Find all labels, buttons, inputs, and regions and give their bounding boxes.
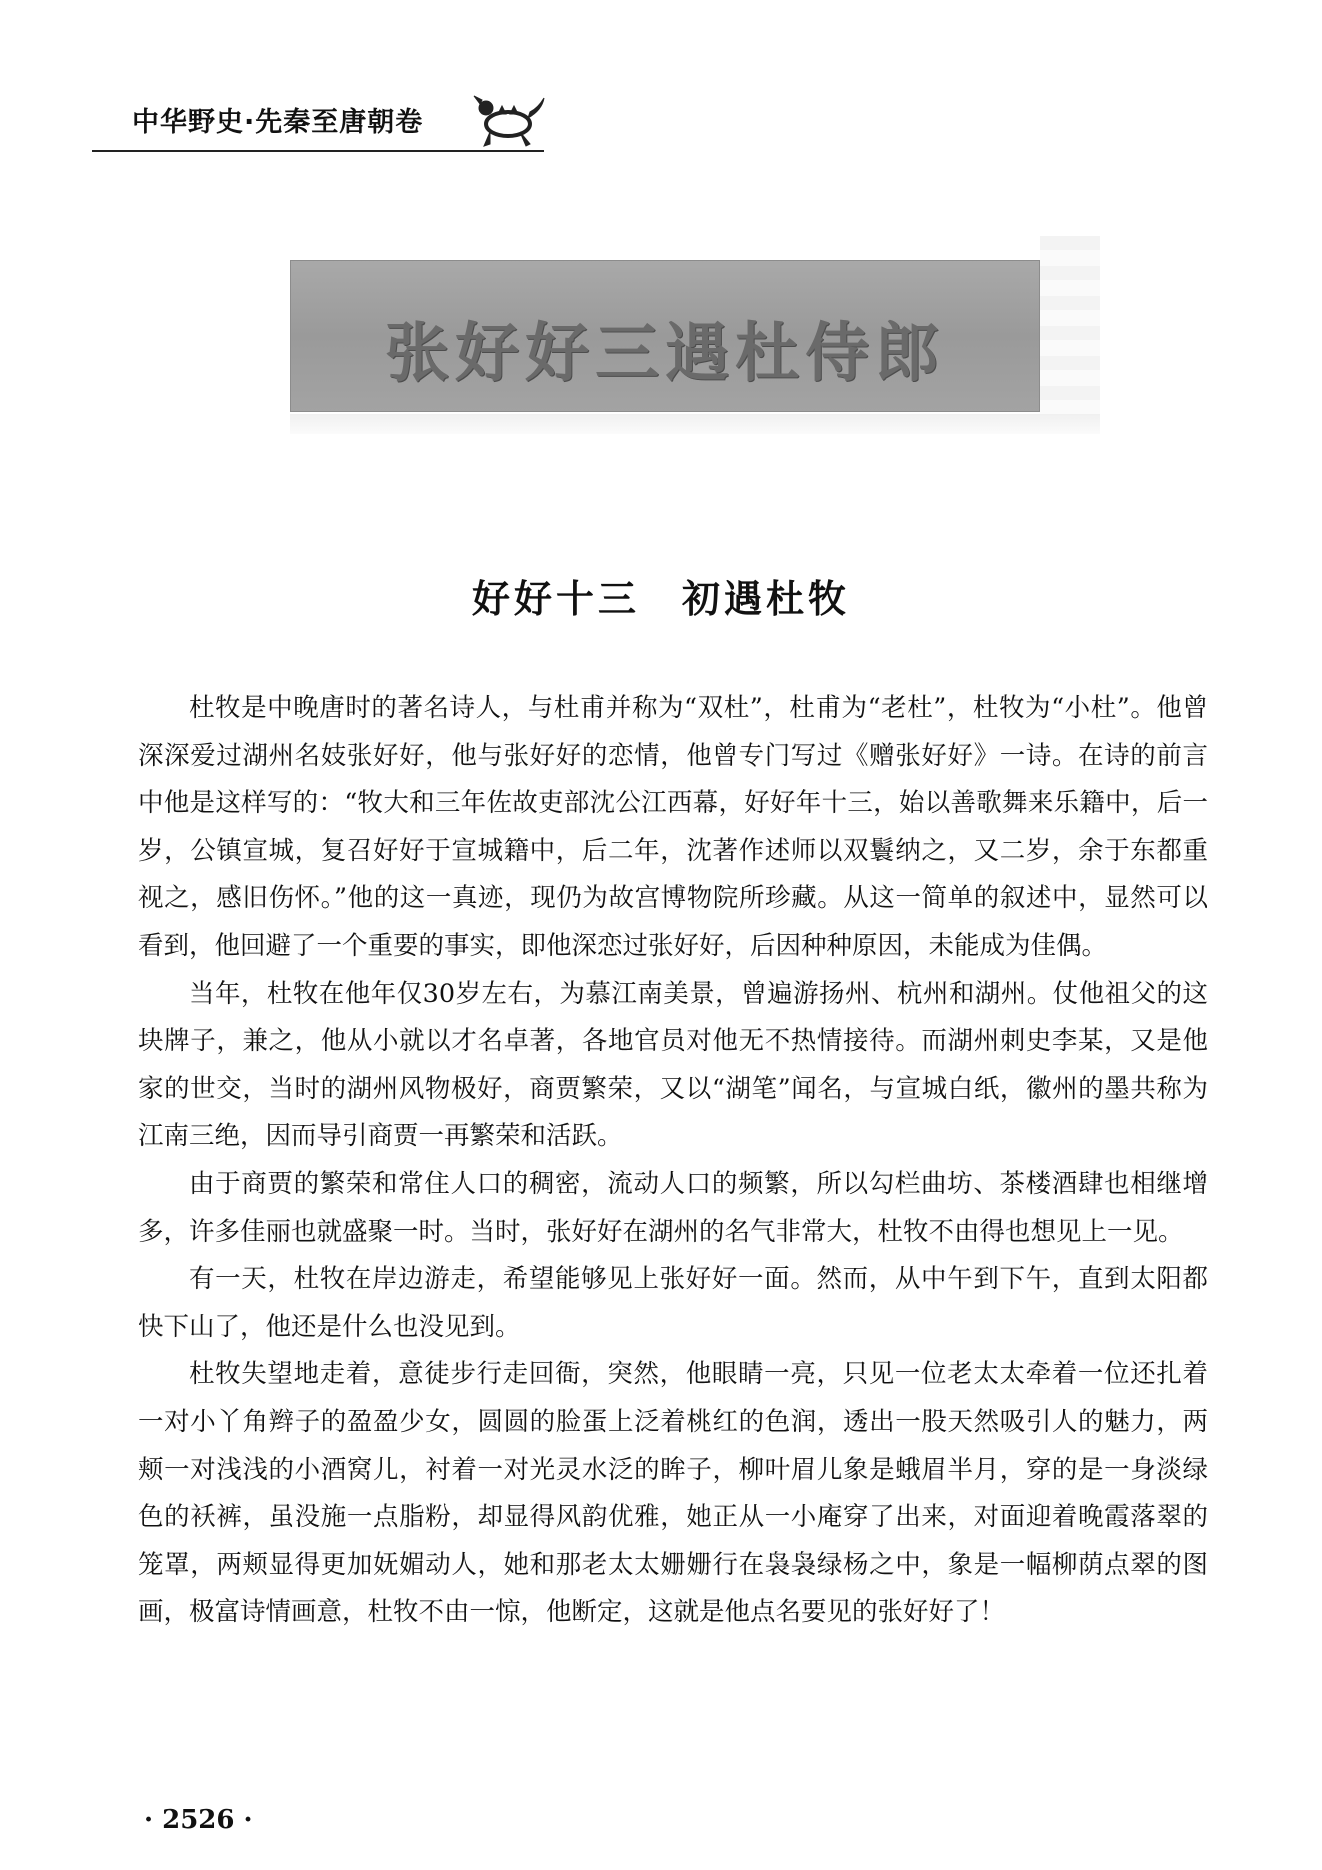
paragraph: 杜牧是中晚唐时的著名诗人，与杜甫并称为“双杜”，杜甫为“老杜”，杜牧为“小杜”。他曾深深爱过湖州名妓张好好，他与张好好的恋情，他曾专门写过《赠张好好》一诗。在诗的前言中他是这样写的：“牧大和三年佐故吏部沈公江西幕，好好年十三，始以善歌舞来乐籍中，后一岁，公镇宣城，复召好好于宣城籍中，后二年，沈著作述师以双鬟纳之，又二岁，余于东都重视之，感旧伤怀。”他的这一真迹，现仍为故宫博物院所珍藏。从这一简单的叙述中，显然可以看到，他回避了一个重要的事实，即他深恋过张好好，后因种种原因，未能成为佳偶。 bbox=[138, 693, 1208, 961]
bleed-through-shadow-bottom bbox=[290, 414, 1100, 434]
section-heading: 好好十三 初遇杜牧 bbox=[471, 577, 850, 621]
paragraph: 由于商贾的繁荣和常住人口的稠密，流动人口的频繁，所以勾栏曲坊、茶楼酒肆也相继增多，许多佳丽也就盛聚一时。当时，张好好在湖州的名气非常大，杜牧不由得也想见上一见。 bbox=[138, 1168, 1208, 1247]
page-number: · 2526 · bbox=[144, 1805, 253, 1835]
running-header-title: 中华野史·先秦至唐朝卷 bbox=[132, 107, 424, 138]
paragraph: 有一天，杜牧在岸边游走，希望能够见上张好好一面。然而，从中午到下午，直到太阳都快下山了，他还是什么也没见到。 bbox=[138, 1264, 1208, 1342]
paragraph: 当年，杜牧在他年仅30岁左右，为慕江南美景，曾遍游扬州、杭州和湖州。仗他祖父的这块牌子，兼之，他从小就以才名卓著，各地官员对他无不热情接待。而湖州刺史李某，又是他家的世交，当时的湖州风物极好，商贾繁荣，又以“湖笔”闻名，与宣城白纸，徽州的墨共称为江南三绝，因而导引商贾一再繁荣和活跃。 bbox=[138, 978, 1208, 1152]
dragon-emblem-icon bbox=[468, 86, 548, 152]
bleed-through-shadow bbox=[1040, 236, 1100, 426]
body-text bbox=[138, 685, 1208, 1637]
chapter-title-banner bbox=[290, 260, 1040, 412]
paragraph: 杜牧失望地走着，意徒步行走回衙，突然，他眼睛一亮，只见一位老太太牵着一位还扎着一对小丫角辫子的盈盈少女，圆圆的脸蛋上泛着桃红的色润，透出一股天然吸引人的魅力，两颊一对浅浅的小酒窝儿，衬着一对光灵水泛的眸子，柳叶眉儿象是蛾眉半月，穿的是一身淡绿色的袄裤，虽没施一点脂粉，却显得风韵优雅，她正从一小庵穿了出来，对面迎着晚霞落翠的笼罩，两颊显得更加妩媚动人，她和那老太太姗姗行在袅袅绿杨之中，象是一幅柳荫点翠的图画，极富诗情画意，杜牧不由一惊，他断定，这就是他点名要见的张好好了！ bbox=[138, 1359, 1208, 1628]
chapter-title: 张好好三遇杜侍郎 bbox=[385, 316, 945, 391]
header-rule bbox=[92, 150, 544, 152]
